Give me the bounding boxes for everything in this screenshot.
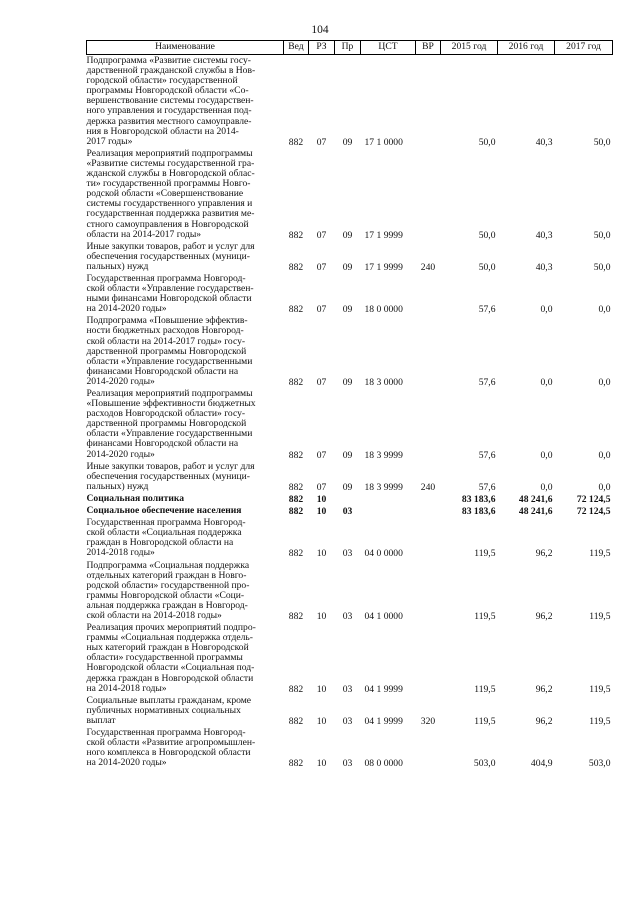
cell-ved: 882: [288, 715, 304, 727]
cell-2016: 40,3: [535, 229, 553, 241]
header-name: Наименование: [87, 41, 284, 55]
cell-name: [87, 388, 284, 461]
cell-vr: [416, 493, 441, 505]
cell-2015: 83 183,6: [461, 506, 496, 518]
cell-vr: [416, 517, 441, 559]
cell-ved: 882: [288, 683, 304, 695]
name-line: области на 2014-2017 годы»: [86, 228, 202, 240]
cell-vr: 240: [420, 261, 436, 273]
table-row: [87, 461, 613, 493]
cell-cst: 18 0 0000: [364, 304, 403, 316]
cell-name: [87, 622, 284, 695]
table-body: [87, 55, 613, 770]
name-line: ных категорий граждан в Новгородской: [86, 642, 249, 654]
cell-pr: 09: [342, 136, 353, 148]
name-line: вершенствование системы государствен-: [86, 95, 254, 107]
cell-name: [87, 241, 284, 273]
cell-vr: [416, 273, 441, 315]
cell-2015: 83 183,6: [461, 493, 496, 505]
name-line: городской области» государственной: [86, 75, 238, 87]
cell-name: [87, 315, 284, 388]
cell-2017: 50,0: [593, 261, 611, 273]
cell-name: [87, 493, 284, 505]
cell-vr: [416, 388, 441, 461]
name-line: Подпрограмма «Повышение эффектив-: [86, 315, 248, 327]
cell-pr: 09: [342, 229, 353, 241]
name-line: Подпрограмма «Развитие системы госу-: [86, 55, 251, 66]
cell-ved: 882: [288, 304, 304, 316]
cell-rz: 07: [316, 449, 327, 461]
cell-cst: 17 1 9999: [364, 229, 403, 241]
name-line: Подпрограмма «Социальная поддержка: [86, 559, 250, 571]
cell-vr: [416, 55, 441, 148]
cell-2017: 0,0: [598, 481, 611, 493]
table-row: [87, 560, 613, 623]
cell-vr: [416, 622, 441, 695]
table-row: [87, 273, 613, 315]
cell-2017: 72 124,5: [576, 493, 611, 505]
cell-ved: 882: [288, 506, 304, 518]
cell-ved: 882: [288, 610, 304, 622]
cell-2016: 96,2: [535, 683, 553, 695]
name-line: дарственной гражданской службы в Нов-: [86, 65, 256, 77]
cell-cst: 08 0 0000: [364, 758, 403, 770]
cell-rz: 07: [316, 376, 327, 388]
name-line: на 2014-2020 годы»: [86, 757, 167, 769]
name-line: 2014-2020 годы»: [86, 375, 155, 387]
cell-cst: 18 3 9999: [364, 449, 403, 461]
cell-2015: 50,0: [478, 136, 496, 148]
budget-table: [86, 40, 613, 769]
name-line: выплат: [86, 714, 116, 726]
header-rz: РЗ: [309, 41, 335, 55]
name-line: ного управления и государственная под-: [86, 105, 252, 117]
page-number: 104: [311, 24, 329, 36]
cell-2017: 503,0: [588, 758, 611, 770]
header-vr: ВР: [416, 41, 441, 55]
cell-vr: [416, 505, 441, 517]
cell-name: [87, 461, 284, 493]
cell-ved: 882: [288, 376, 304, 388]
cell-rz: 10: [316, 506, 327, 518]
name-line: альная поддержка граждан в Новгород-: [86, 599, 248, 611]
cell-2016: 96,2: [535, 610, 553, 622]
name-line: Государственная программа Новгород-: [86, 727, 246, 738]
cell-2016: 96,2: [535, 548, 553, 560]
cell-2016: 0,0: [540, 304, 553, 316]
table-row: [87, 505, 613, 517]
cell-cst: 04 0 0000: [364, 548, 403, 560]
name-line: 2014-2020 годы»: [86, 448, 155, 460]
name-line: Иные закупки товаров, работ и услуг для: [86, 460, 255, 472]
table-header-row: [87, 41, 613, 55]
name-line: ния в Новгородской области на 2014-: [86, 125, 239, 137]
cell-2015: 57,6: [478, 481, 496, 493]
cell-2016: 0,0: [540, 449, 553, 461]
cell-2017: 72 124,5: [576, 506, 611, 518]
cell-2015: 119,5: [474, 548, 496, 560]
name-line: 2017 годы»: [86, 135, 133, 147]
cell-rz: 10: [316, 610, 327, 622]
cell-ved: 882: [288, 481, 304, 493]
cell-vr: [416, 560, 441, 623]
cell-2017: 0,0: [598, 304, 611, 316]
name-line: на 2014-2020 годы»: [86, 303, 167, 315]
header-pr: Пр: [335, 41, 361, 55]
header-ved: Вед: [284, 41, 309, 55]
name-line: пальных) нужд: [86, 260, 149, 272]
name-line: обеспечения государственных (муници-: [86, 470, 251, 482]
header-2017: 2017 год: [555, 41, 613, 55]
cell-ved: 882: [288, 493, 304, 505]
cell-2017: 0,0: [598, 449, 611, 461]
cell-pr: 09: [342, 261, 353, 273]
cell-name: [87, 560, 284, 623]
cell-vr: [416, 727, 441, 769]
name-line: области «Управление государственными: [86, 355, 253, 367]
cell-pr: 03: [342, 683, 353, 695]
name-line: Социальная политика: [86, 492, 185, 504]
cell-rz: 07: [316, 136, 327, 148]
name-line: области «Управление государственными: [86, 428, 253, 440]
name-line: граммы Новгородской области «Соци-: [86, 589, 245, 601]
name-line: ской области «Управление государствен-: [86, 283, 254, 295]
cell-name: [87, 148, 284, 241]
name-line: области» государственной программы: [86, 652, 243, 664]
cell-2017: 119,5: [589, 610, 611, 622]
name-line: «Развитие системы государственной гра-: [86, 157, 255, 169]
cell-2016: 0,0: [540, 376, 553, 388]
cell-2017: 119,5: [589, 715, 611, 727]
cell-name: [87, 695, 284, 727]
name-line: ской области «Социальная поддержка: [86, 527, 242, 539]
cell-cst: [361, 493, 416, 505]
cell-ved: 882: [288, 758, 304, 770]
cell-ved: 882: [288, 261, 304, 273]
name-line: финансами Новгородской области на: [86, 365, 239, 377]
cell-2015: 503,0: [473, 758, 496, 770]
name-line: системы государственного управления и: [86, 198, 253, 210]
name-line: 2014-2018 годы»: [86, 547, 155, 559]
cell-2015: 119,5: [474, 610, 496, 622]
cell-vr: [416, 148, 441, 241]
cell-2017: 119,5: [589, 683, 611, 695]
table-row: [87, 727, 613, 769]
name-line: родской области» государственной про-: [86, 579, 250, 591]
cell-2016: 96,2: [535, 715, 553, 727]
name-line: публичных нормативных социальных: [86, 704, 241, 716]
name-line: ской области на 2014-2017 годы» госу-: [86, 335, 246, 347]
cell-rz: 10: [316, 683, 327, 695]
cell-rz: 07: [316, 481, 327, 493]
name-line: Новгородской области «Социальная под-: [86, 662, 255, 674]
name-line: Социальные выплаты гражданам, кроме: [86, 694, 252, 706]
cell-2015: 119,5: [474, 715, 496, 727]
cell-2016: 404,9: [530, 758, 553, 770]
name-line: пальных) нужд: [86, 480, 149, 492]
cell-2017: 0,0: [598, 376, 611, 388]
cell-2017: 119,5: [589, 548, 611, 560]
cell-pr: 09: [342, 449, 353, 461]
cell-ved: 882: [288, 548, 304, 560]
name-line: Государственная программа Новгород-: [86, 517, 246, 529]
cell-2015: 57,6: [478, 376, 496, 388]
name-line: «Повышение эффективности бюджетных: [86, 398, 256, 410]
name-line: ности бюджетных расходов Новгород-: [86, 325, 244, 337]
table-row: [87, 241, 613, 273]
name-line: обеспечения государственных (муници-: [86, 250, 251, 262]
cell-2017: 50,0: [593, 229, 611, 241]
cell-pr: 03: [342, 610, 353, 622]
name-line: держка граждан в Новгородской области: [86, 672, 254, 684]
name-line: граждан в Новгородской области на: [86, 537, 234, 549]
name-line: Иные закупки товаров, работ и услуг для: [86, 240, 255, 252]
header-cst: ЦСТ: [361, 41, 416, 55]
cell-cst: 18 3 0000: [364, 376, 403, 388]
table-row: [87, 388, 613, 461]
name-line: дарственной программы Новгородской: [86, 418, 247, 430]
cell-2015: 119,5: [474, 683, 496, 695]
cell-rz: 10: [316, 548, 327, 560]
table-row: [87, 517, 613, 559]
cell-rz: 10: [316, 715, 327, 727]
cell-pr: 09: [342, 304, 353, 316]
name-line: ской области на 2014-2018 годы»: [86, 609, 222, 621]
cell-pr: 09: [342, 481, 353, 493]
name-line: Реализация прочих мероприятий подпро-: [86, 622, 256, 634]
cell-2016: 40,3: [535, 136, 553, 148]
cell-2015: 57,6: [478, 304, 496, 316]
name-line: отдельных категорий граждан в Новго-: [86, 569, 247, 581]
cell-2016: 48 241,6: [518, 506, 553, 518]
cell-2016: 0,0: [540, 481, 553, 493]
name-line: Реализация мероприятий подпрограммы: [86, 388, 253, 399]
cell-cst: 04 1 9999: [364, 715, 403, 727]
cell-name: [87, 55, 284, 148]
cell-cst: 04 1 9999: [364, 683, 403, 695]
name-line: родской области «Совершенствование: [86, 188, 244, 200]
cell-pr: 09: [342, 376, 353, 388]
cell-rz: 07: [316, 261, 327, 273]
table-row: [87, 55, 613, 148]
cell-pr: 03: [342, 758, 353, 770]
name-line: финансами Новгородской области на: [86, 438, 239, 450]
name-line: расходов Новгородской области» госу-: [86, 408, 246, 420]
name-line: Государственная программа Новгород-: [86, 272, 246, 284]
cell-2016: 48 241,6: [518, 493, 553, 505]
cell-vr: 320: [420, 715, 436, 727]
cell-pr: [335, 493, 361, 505]
cell-ved: 882: [288, 229, 304, 241]
cell-cst: [361, 505, 416, 517]
header-2016: 2016 год: [498, 41, 555, 55]
cell-cst: 04 1 0000: [364, 610, 403, 622]
cell-name: [87, 505, 284, 517]
name-line: на 2014-2018 годы»: [86, 682, 167, 694]
cell-pr: 03: [342, 548, 353, 560]
name-line: ными финансами Новгородской области: [86, 293, 252, 305]
name-line: Реализация мероприятий подпрограммы: [86, 147, 253, 159]
cell-vr: 240: [420, 481, 436, 493]
cell-2015: 50,0: [478, 261, 496, 273]
name-line: стного самоуправления в Новгородской: [86, 218, 249, 230]
name-line: Социальное обеспечение населения: [86, 505, 242, 517]
table-row: [87, 695, 613, 727]
cell-ved: 882: [288, 449, 304, 461]
cell-rz: 10: [316, 758, 327, 770]
name-line: ской области «Развитие агропромышлен-: [86, 737, 256, 749]
cell-ved: 882: [288, 136, 304, 148]
cell-rz: 07: [316, 304, 327, 316]
name-line: дарственной программы Новгородской: [86, 345, 247, 357]
cell-cst: 17 1 0000: [364, 136, 403, 148]
table-row: [87, 622, 613, 695]
name-line: жданской службы в Новгородской облас-: [86, 168, 255, 180]
cell-name: [87, 517, 284, 559]
header-2015: 2015 год: [441, 41, 498, 55]
name-line: граммы «Социальная поддержка отдель-: [86, 632, 253, 644]
name-line: ти» государственной программы Новго-: [86, 178, 251, 190]
cell-name: [87, 273, 284, 315]
name-line: ного комплекса в Новгородской области: [86, 747, 251, 759]
name-line: государственная поддержка развития ме-: [86, 208, 255, 220]
cell-cst: 18 3 9999: [364, 481, 403, 493]
table-row: [87, 315, 613, 388]
cell-vr: [416, 315, 441, 388]
cell-2016: 40,3: [535, 261, 553, 273]
table-row: [87, 493, 613, 505]
cell-2015: 50,0: [478, 229, 496, 241]
cell-2017: 50,0: [593, 136, 611, 148]
cell-2015: 57,6: [478, 449, 496, 461]
cell-rz: 07: [316, 229, 327, 241]
cell-rz: 10: [316, 493, 327, 505]
cell-cst: 17 1 9999: [364, 261, 403, 273]
cell-pr: 03: [342, 715, 353, 727]
name-line: держка развития местного самоуправле-: [86, 115, 252, 127]
name-line: программы Новгородской области «Со-: [86, 85, 249, 97]
table-row: [87, 148, 613, 241]
cell-pr: 03: [342, 506, 353, 518]
cell-name: [87, 727, 284, 769]
